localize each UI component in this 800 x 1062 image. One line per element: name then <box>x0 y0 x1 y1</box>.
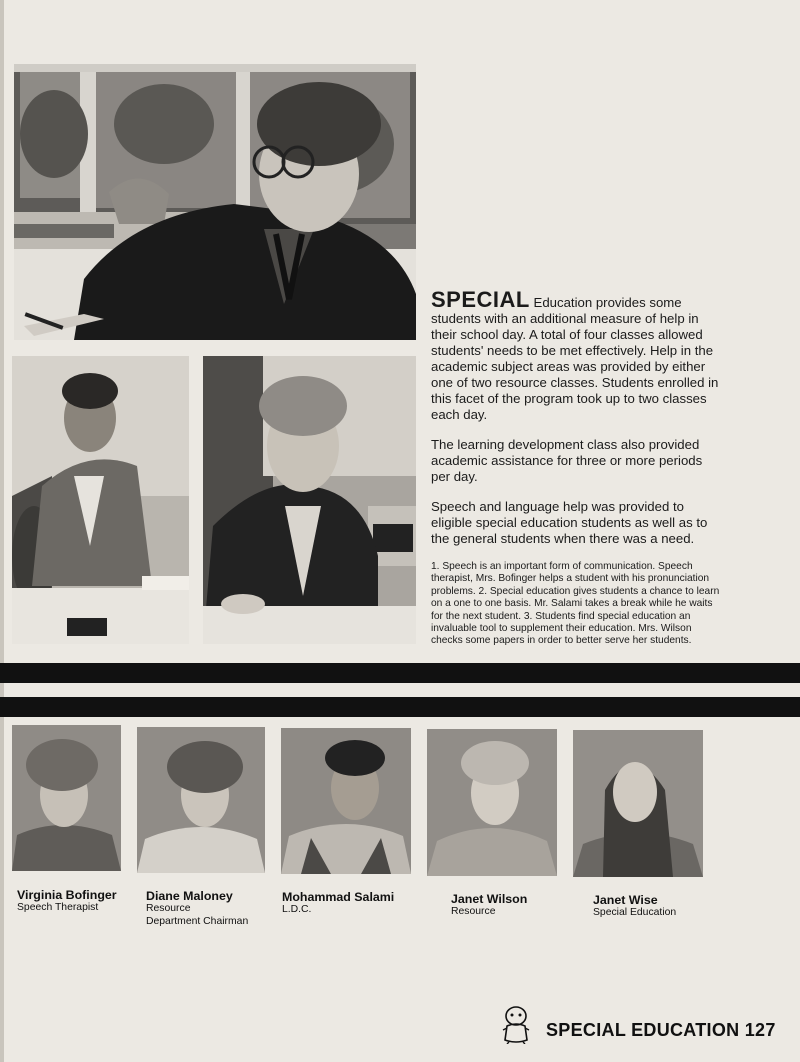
staff-role-2-line-1: Resource <box>146 903 191 914</box>
photo-caption: 1. Speech is an important form of communication. Speech therapist, Mrs. Bofinger helps a student with his pronunciation problems. 2. Special education gives students a chance to learn on a one to one basis. Mr. Salami takes a break while he waits for the next student. 3. Students find special education an invaluable tool to supplement their education. Mrs. Wilson checks some papers in order to better serve her students. <box>431 561 720 647</box>
photo-mr-salami <box>12 356 189 644</box>
staff-role-5-line-1: Special Education <box>593 907 677 918</box>
footer-page-title: SPECIAL EDUCATION 127 <box>546 1020 776 1040</box>
divider-band-top <box>0 663 800 683</box>
photo-speech-therapist <box>14 64 416 340</box>
article <box>431 287 721 648</box>
portrait-janet-wilson <box>427 729 557 876</box>
staff-name-1: Virginia Bofinger <box>17 888 117 902</box>
staff-role-4-line-1: Resource <box>451 906 496 917</box>
divider-band-bottom <box>0 697 800 717</box>
staff-name-5: Janet Wise <box>593 893 658 907</box>
article-paragraph-1 <box>431 287 721 423</box>
staff-role-3-line-1: L.D.C. <box>282 904 312 915</box>
portrait-diane-maloney <box>137 727 265 873</box>
portrait-janet-wise <box>573 730 703 877</box>
staff-role-2-line-2: Department Chairman <box>146 915 249 927</box>
staff-role-5 <box>593 907 676 920</box>
staff-name-3: Mohammad Salami <box>282 890 395 904</box>
staff-role-3 <box>282 904 311 917</box>
staff-name-2: Diane Maloney <box>146 889 233 903</box>
mascot-icon <box>499 1004 533 1044</box>
staff-role-1 <box>17 902 98 915</box>
portrait-virginia-bofinger <box>12 725 121 871</box>
staff-name-4: Janet Wilson <box>451 892 528 906</box>
photo-mrs-wilson <box>203 356 416 644</box>
article-paragraph-3: Speech and language help was provided to eligible special education students as well as to the general students when there was a need. <box>431 499 708 546</box>
page-edge <box>0 0 4 1062</box>
portrait-mohammad-salami <box>281 728 411 874</box>
staff-role-2 <box>146 903 248 928</box>
article-paragraph-2: The learning development class also provided academic assistance for three or more periods per day. <box>431 437 703 484</box>
lead-word: SPECIAL <box>431 287 530 312</box>
staff-role-1-line-1: Speech Therapist <box>17 902 99 913</box>
article-paragraph-1-text: Education provides some students with an additional measure of help in their school day. A total of four classes allowed students' needs to be met effectively. Help in the academic subject areas was provided by either one of two resource classes. Students enrolled in this facet of the program took up to two classes each day. <box>431 295 719 422</box>
staff-role-4 <box>451 906 495 919</box>
